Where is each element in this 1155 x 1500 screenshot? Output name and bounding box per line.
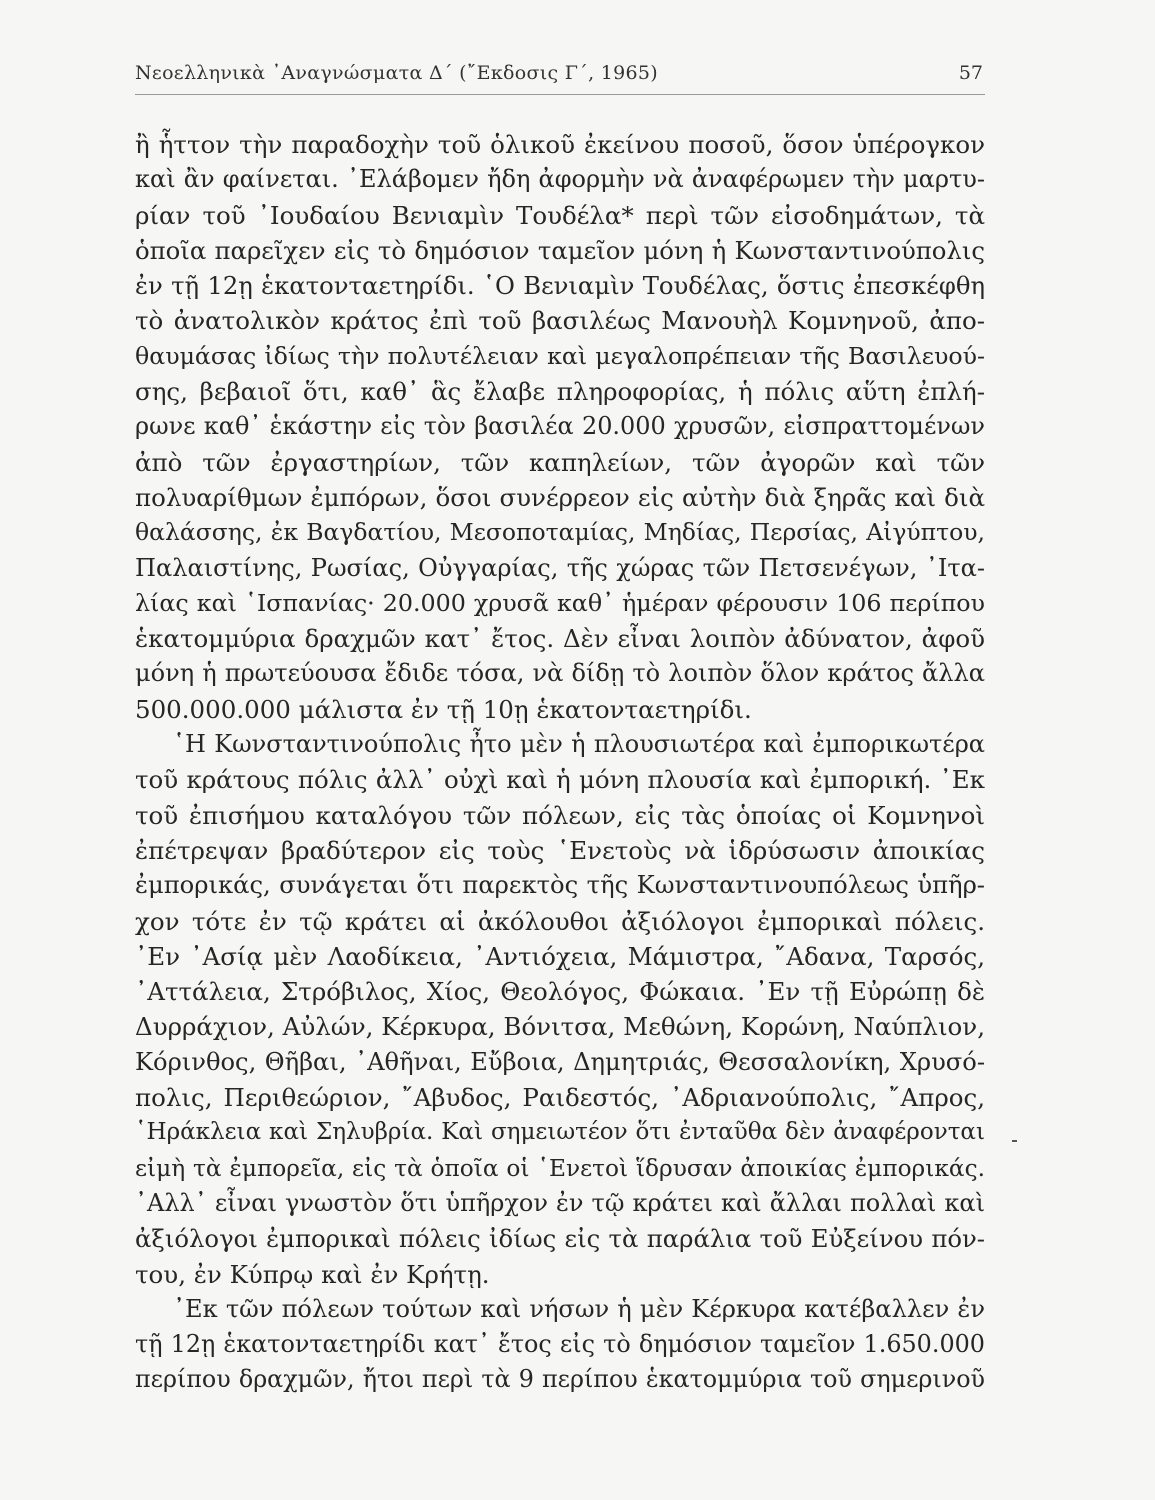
paragraph-1 [135, 127, 985, 727]
body-text [135, 127, 985, 1398]
page-number: 57 [958, 62, 983, 84]
text-line: Δυρράχιον, Αὐλών, Κέρκυρα, Βόνιτσα, Μεθώνη, Κορώνη, Ναύπλιον, [135, 1012, 985, 1042]
text-line: εἰμὴ τὰ ἐμπορεῖα, εἰς τὰ ὁποῖα οἱ ῾Ενετοὶ ἵδρυσαν ἀποικίας ἐμπορικάς. [135, 1154, 985, 1182]
text-line: θαλάσσης, ἐκ Βαγδατίου, Μεσοποταμίας, Μηδίας, Περσίας, Αἰγύπτου, [135, 518, 985, 547]
text-line: λίας καὶ ῾Ισπανίας· 20.000 χρυσᾶ καθ᾿ ἡμέραν φέρουσιν 106 περίπου [135, 588, 985, 617]
text-line: Παλαιστίνης, Ρωσίας, Οὐγγαρίας, τῆς χώρας τῶν Πετσενέγων, ᾿Ιτα- [135, 553, 985, 582]
text-line: ἑκατομμύρια δραχμῶν κατ᾿ ἔτος. Δὲν εἶναι λοιπὸν ἀδύνατον, ἀφοῦ [135, 624, 985, 654]
text-line: του, ἐν Κύπρῳ καὶ ἐν Κρήτῃ. [135, 1259, 490, 1289]
text-line: τοῦ ἐπισήμου καταλόγου τῶν πόλεων, εἰς τὰς ὁποίας οἱ Κομνηνοὶ [135, 800, 985, 830]
text-line: σης, βεβαιοῖ ὅτι, καθ᾿ ἃς ἔλαβε πληροφορίας, ἡ πόλις αὕτη ἐπλή- [135, 377, 985, 407]
text-line: Κόρινθος, Θῆβαι, ᾿Αθῆναι, Εὔβοια, Δημητριάς, Θεσσαλονίκη, Χρυσό- [135, 1047, 985, 1076]
paragraph-2 [135, 727, 985, 1292]
text-line: τοῦ κράτους πόλις ἀλλ᾿ οὐχὶ καὶ ἡ μόνη πλουσία καὶ ἐμπορική. ᾿Εκ [135, 765, 985, 795]
paragraph-3 [135, 1292, 985, 1398]
text-line: ὁποῖα παρεῖχεν εἰς τὸ δημόσιον ταμεῖον μόνη ἡ Κωνσταντινούπολις [135, 235, 985, 265]
running-title: Νεοελληνικὰ ᾿Αναγνώσματα Δ΄ (῎Εκδοσις Γ΄, 1965) [135, 62, 659, 84]
text-line: πολις, Περιθεώριον, ῎Αβυδος, Ραιδεστός, ᾿Αδριανούπολις, ῎Απρος, [135, 1083, 985, 1113]
running-header [135, 62, 985, 95]
text-line: ἀπὸ τῶν ἐργαστηρίων, τῶν καπηλείων, τῶν ἀγορῶν καὶ τῶν [135, 447, 985, 477]
text-line: θαυμάσας ἰδίως τὴν πολυτέλειαν καὶ μεγαλοπρέπειαν τῆς Βασιλευού- [135, 341, 985, 370]
text-line: τῇ 12ῃ ἑκατονταετηρίδι κατ᾿ ἔτος εἰς τὸ δημόσιον ταμεῖον 1.650.000 [135, 1330, 985, 1359]
text-line: ᾿Εν ᾿Ασίᾳ μὲν Λαοδίκεια, ᾿Αντιόχεια, Μάμιστρα, ῎Αδανα, Ταρσός, [135, 941, 985, 971]
text-line: ἐν τῇ 12ῃ ἑκατονταετηρίδι. ῾Ο Βενιαμὶν Τουδέλας, ὅστις ἐπεσκέφθη [135, 271, 985, 301]
text-line: ᾿Εκ τῶν πόλεων τούτων καὶ νήσων ἡ μὲν Κέρκυρα κατέβαλλεν ἐν [173, 1294, 985, 1323]
text-line: καὶ ἂν φαίνεται. ᾿Ελάβομεν ἤδη ἀφορμὴν νὰ ἀναφέρωμεν τὴν μαρτυ- [135, 165, 985, 194]
text-line: ᾿Αττάλεια, Στρόβιλος, Χίος, Θεολόγος, Φώκαια. ᾿Εν τῇ Εὐρώπῃ δὲ [135, 977, 985, 1007]
text-line: ἢ ἧττον τὴν παραδοχὴν τοῦ ὁλικοῦ ἐκείνου ποσοῦ, ὅσον ὑπέρογκον [135, 130, 985, 159]
text-line: ρωνε καθ᾿ ἑκάστην εἰς τὸν βασιλέα 20.000 χρυσῶν, εἰσπραττομένων [135, 412, 985, 441]
text-line: ἐμπορικάς, συνάγεται ὅτι παρεκτὸς τῆς Κωνσταντινουπόλεως ὑπῆρ- [135, 871, 985, 900]
text-line: μόνη ἡ πρωτεύουσα ἔδιδε τόσα, νὰ δίδῃ τὸ λοιπὸν ὅλον κράτος ἄλλα [135, 659, 985, 688]
text-line: ῾Ηράκλεια καὶ Σηλυβρία. Καὶ σημειωτέον ὅτι ἐνταῦθα δὲν ἀναφέρονται [135, 1119, 985, 1146]
text-line: πολυαρίθμων ἐμπόρων, ὅσοι συνέρρεον εἰς αὐτὴν διὰ ξηρᾶς καὶ διὰ [135, 482, 985, 512]
text-line: χον τότε ἐν τῷ κράτει αἱ ἀκόλουθοι ἀξιόλογοι ἐμπορικαὶ πόλεις. [135, 906, 985, 936]
text-line: ρίαν τοῦ ᾿Ιουδαίου Βενιαμὶν Τουδέλα* περὶ τῶν εἰσοδημάτων, τὰ [135, 200, 985, 230]
print-speck [1012, 1140, 1017, 1142]
text-line: ἐπέτρεψαν βραδύτερον εἰς τοὺς ῾Ενετοὺς νὰ ἱδρύσωσιν ἀποικίας [135, 835, 985, 865]
text-line: τὸ ἀνατολικὸν κράτος ἐπὶ τοῦ βασιλέως Μανουὴλ Κομνηνοῦ, ἀπο- [135, 306, 985, 336]
text-line: ἀξιόλογοι ἐμπορικαὶ πόλεις ἰδίως εἰς τὰ παράλια τοῦ Εὐξείνου πόν- [135, 1224, 985, 1254]
text-line: ᾿Αλλ᾿ εἶναι γνωστὸν ὅτι ὑπῆρχον ἐν τῷ κράτει καὶ ἄλλαι πολλαὶ καὶ [135, 1188, 985, 1217]
text-line: ῾Η Κωνσταντινούπολις ἦτο μὲν ἡ πλουσιωτέρα καὶ ἐμπορικωτέρα [173, 730, 985, 759]
text-line: 500.000.000 μάλιστα ἐν τῇ 10ῃ ἑκατονταετηρίδι. [135, 694, 752, 724]
text-line: περίπου δραχμῶν, ἤτοι περὶ τὰ 9 περίπου ἑκατομμύρια τοῦ σημερινοῦ [135, 1365, 985, 1394]
